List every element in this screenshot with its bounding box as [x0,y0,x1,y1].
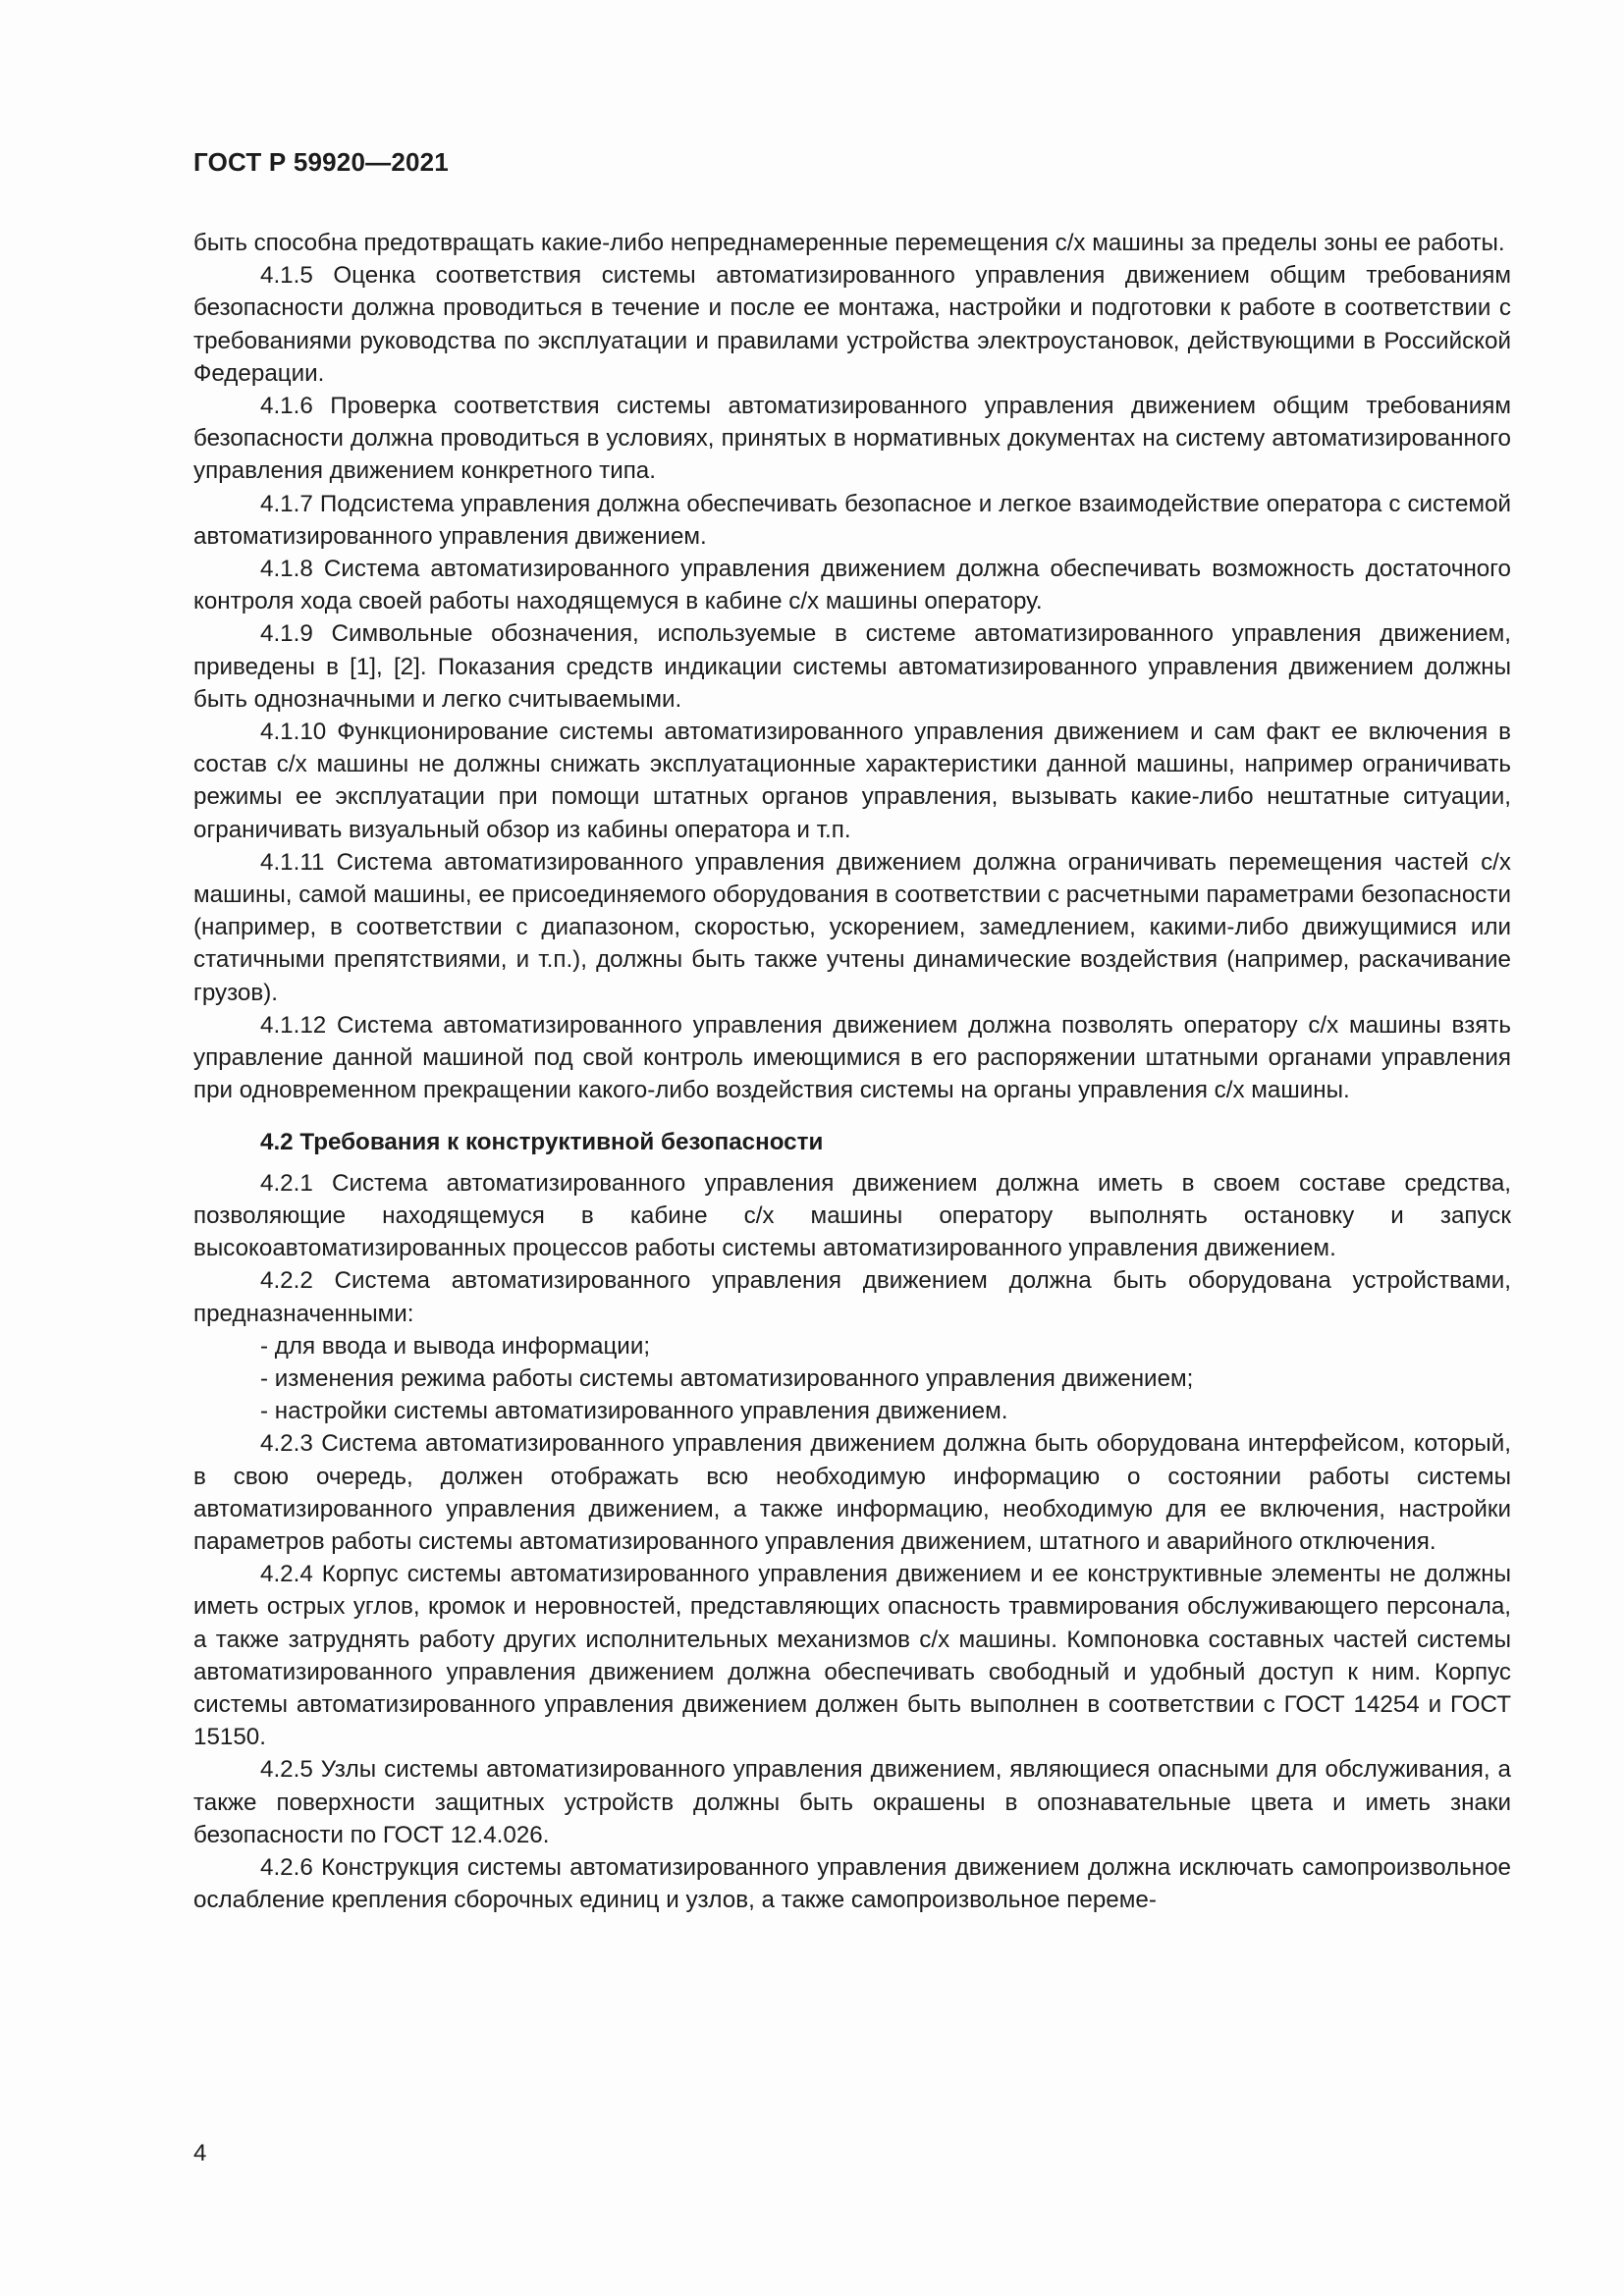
paragraph-4-2-4: 4.2.4 Корпус системы автоматизированного управления движением и ее конструктивные элементы не должны иметь острых углов, кромок и неровностей, представляющих опасность травмирования обслуживающего персонала, а также затруднять работу других исполнительных механизмов с/х машины. Компоновка составных частей системы автоматизированного управления движением должна обеспечивать свободный и удобный доступ к ним. Корпус системы автоматизированного управления движением должен быть выполнен в соответствии с ГОСТ 14254 и ГОСТ 15150. [193,1561,1511,1751]
list-item: - изменения режима работы системы автоматизированного управления движением; [260,1364,1194,1392]
section-heading-4-2: 4.2 Требования к конструктивной безопасности [260,1129,824,1156]
paragraph-4-1-5: 4.1.5 Оценка соответствия системы автоматизированного управления движением общим требованиям безопасности должна проводиться в течение и после ее монтажа, настройки и подготовки к работе в соответствии с требованиями руководства по эксплуатации и правилами устройства электроустановок, действующими в Российской Федерации. [193,262,1511,387]
document-header: ГОСТ Р 59920—2021 [193,147,449,177]
paragraph-continuation: быть способна предотвращать какие-либо непреднамеренные перемещения с/х машины за пределы зоны ее работы. [193,230,1505,256]
paragraph-4-2-3: 4.2.3 Система автоматизированного управления движением должна быть оборудована интерфейсом, который, в свою очередь, должен отображать всю необходимую информацию о состоянии работы системы автоматизированного управления движением, а также информацию, необходимую для ее включения, настройки параметров работы системы автоматизированного управления движением, штатного и аварийного отключения. [193,1430,1511,1555]
paragraph-4-1-6: 4.1.6 Проверка соответствия системы автоматизированного управления движением общим требованиям безопасности должна проводиться в условиях, принятых в нормативных документах на систему автоматизированного управления движением конкретного типа. [193,393,1511,485]
paragraph-4-1-12: 4.1.12 Система автоматизированного управления движением должна позволять оператору с/х машины взять управление данной машиной под свой контроль имеющимися в его распоряжении штатными органами управления при одновременном прекращении какого-либо воздействия системы на органы управления с/х машины. [193,1011,1511,1104]
paragraph-4-1-8: 4.1.8 Система автоматизированного управления движением должна обеспечивать возможность достаточного контроля хода своей работы находящемуся в кабине с/х машины оператору. [193,556,1511,615]
paragraph-4-1-10: 4.1.10 Функционирование системы автоматизированного управления движением и сам факт ее включения в состав с/х машины не должны снижать эксплуатационные характеристики данной машины, например ограничивать режимы ее эксплуатации при помощи штатных органов управления, вызывать какие-либо нештатные ситуации, ограничивать визуальный обзор из кабины оператора и т.п. [193,719,1511,843]
paragraph-4-2-6: 4.2.6 Конструкция системы автоматизированного управления движением должна исключать самопроизвольное ослабление крепления сборочных единиц и узлов, а также самопроизвольное переме- [193,1853,1511,1914]
document-body [193,227,1511,1916]
paragraph-4-2-5: 4.2.5 Узлы системы автоматизированного управления движением, являющиеся опасными для обслуживания, а также поверхности защитных устройств должны быть окрашены в опознавательные цвета и иметь знаки безопасности по ГОСТ 12.4.026. [193,1756,1511,1848]
list-item: - для ввода и вывода информации; [260,1332,651,1360]
list-item: - настройки системы автоматизированного управления движением. [260,1398,1008,1425]
paragraph-4-1-7: 4.1.7 Подсистема управления должна обеспечивать безопасное и легкое взаимодействие оператора с системой автоматизированного управления движением. [193,490,1511,550]
paragraph-4-2-1: 4.2.1 Система автоматизированного управления движением должна иметь в своем составе средства, позволяющие находящемуся в кабине с/х машины оператору выполнять остановку и запуск высокоавтоматизированных процессов работы системы автоматизированного управления движением. [193,1169,1511,1262]
paragraph-4-1-9: 4.1.9 Символьные обозначения, используемые в системе автоматизированного управления движением, приведены в [1], [2]. Показания средств индикации системы автоматизированного управления движением должны быть однозначными и легко считываемыми. [193,620,1511,713]
page-number: 4 [193,2140,207,2166]
paragraph-4-2-2: 4.2.2 Система автоматизированного управления движением должна быть оборудована устройствами, предназначенными: [193,1267,1511,1327]
paragraph-4-1-11: 4.1.11 Система автоматизированного управления движением должна ограничивать перемещения частей с/х машины, самой машины, ее присоединяемого оборудования в соответствии с расчетными параметрами безопасности (например, в соответствии с диапазоном, скоростью, ускорением, замедлением, какими-либо движущимися или статичными препятствиями, и т.п.), должны быть также учтены динамические воздействия (например, раскачивание грузов). [193,848,1511,1006]
